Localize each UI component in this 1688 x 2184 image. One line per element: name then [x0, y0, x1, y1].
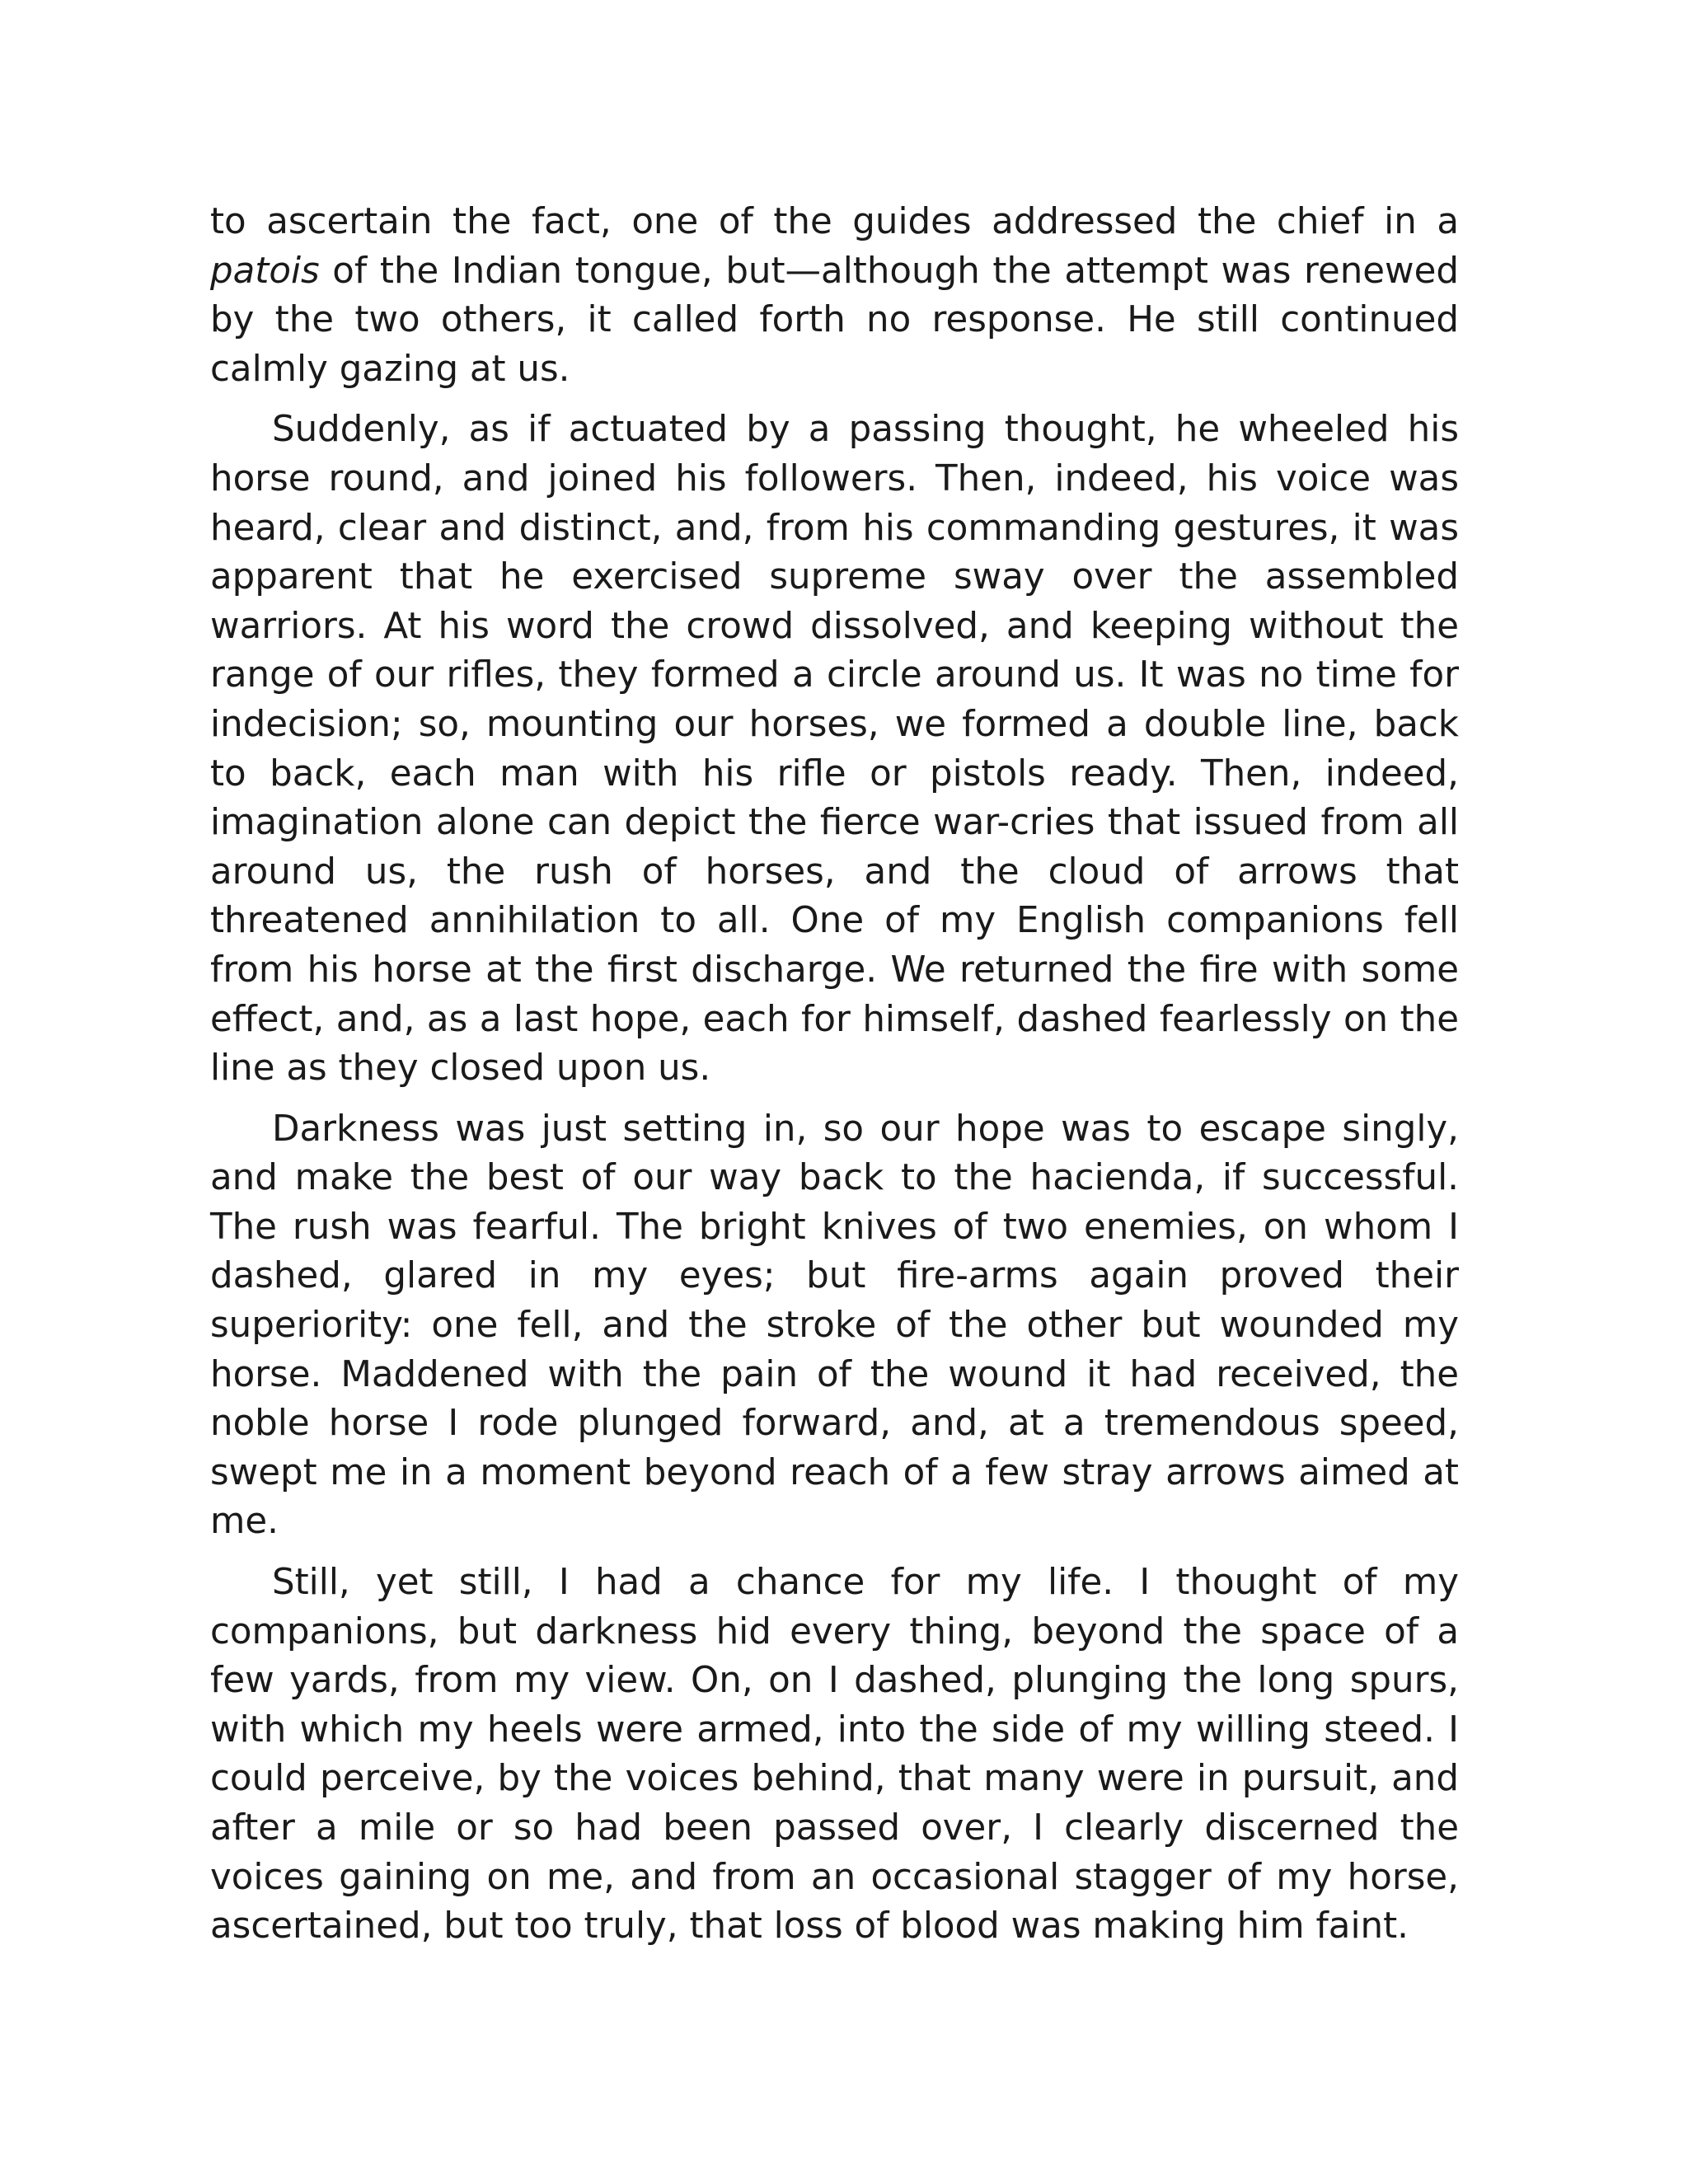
italic-term-patois: patois [210, 250, 320, 292]
paragraph-2: Suddenly, as if actuated by a passing thought, he wheeled his horse round, and joined his followers. Then, indeed, his voice was heard, clear and distinct, and, from his commanding gestures, it was apparent that he exercised supreme sway over the assembled warriors. At his word the crowd dissolved, and keeping without the range of our rifles, they formed a circle around us. It was no time for indecision; so, mounting our horses, we formed a double line, back to back, each man with his rifle or pistols ready. Then, indeed, imagination alone can depict the fierce war-cries that issued from all around us, the rush of horses, and the cloud of arrows that threatened annihilation to all. One of my English companions fell from his horse at the first discharge. We returned the fire with some effect, and, as a last hope, each for himself, dashed fearlessly on the line as they closed upon us. [210, 409, 1459, 1090]
paragraph-3: Darkness was just setting in, so our hope was to escape singly, and make the best of our way back to the hacienda, if successful. The rush was fearful. The bright knives of two enemies, on whom I dashed, glared in my eyes; but fire-arms again proved their superiority: one fell, and the stroke of the other but wounded my horse. Maddened with the pain of the wound it had received, the noble horse I rode plunged forward, and, at a tremendous speed, swept me in a moment beyond reach of a few stray arrows aimed at me. [210, 1108, 1459, 1543]
paragraph-1 [210, 198, 1459, 394]
paragraph-4: Still, yet still, I had a chance for my life. I thought of my companions, but darkness hid every thing, beyond the space of a few yards, from my view. On, on I dashed, plunging the long spurs, with which my heels were armed, into the side of my willing steed. I could perceive, by the voices behind, that many were in pursuit, and after a mile or so had been passed over, I clearly discerned the voices gaining on me, and from an occasional stagger of my horse, ascertained, but too truly, that loss of blood was making him faint. [210, 1562, 1459, 1947]
paragraph-1-intro: to ascertain the fact, one of the guides addressed the chief in a [210, 201, 1459, 242]
page-body [210, 198, 1459, 1963]
paragraph-1-rest: of the Indian tongue, but—although the attempt was renewed by the two others, it called forth no response. He still continued calmly gazing at us. [210, 250, 1459, 390]
